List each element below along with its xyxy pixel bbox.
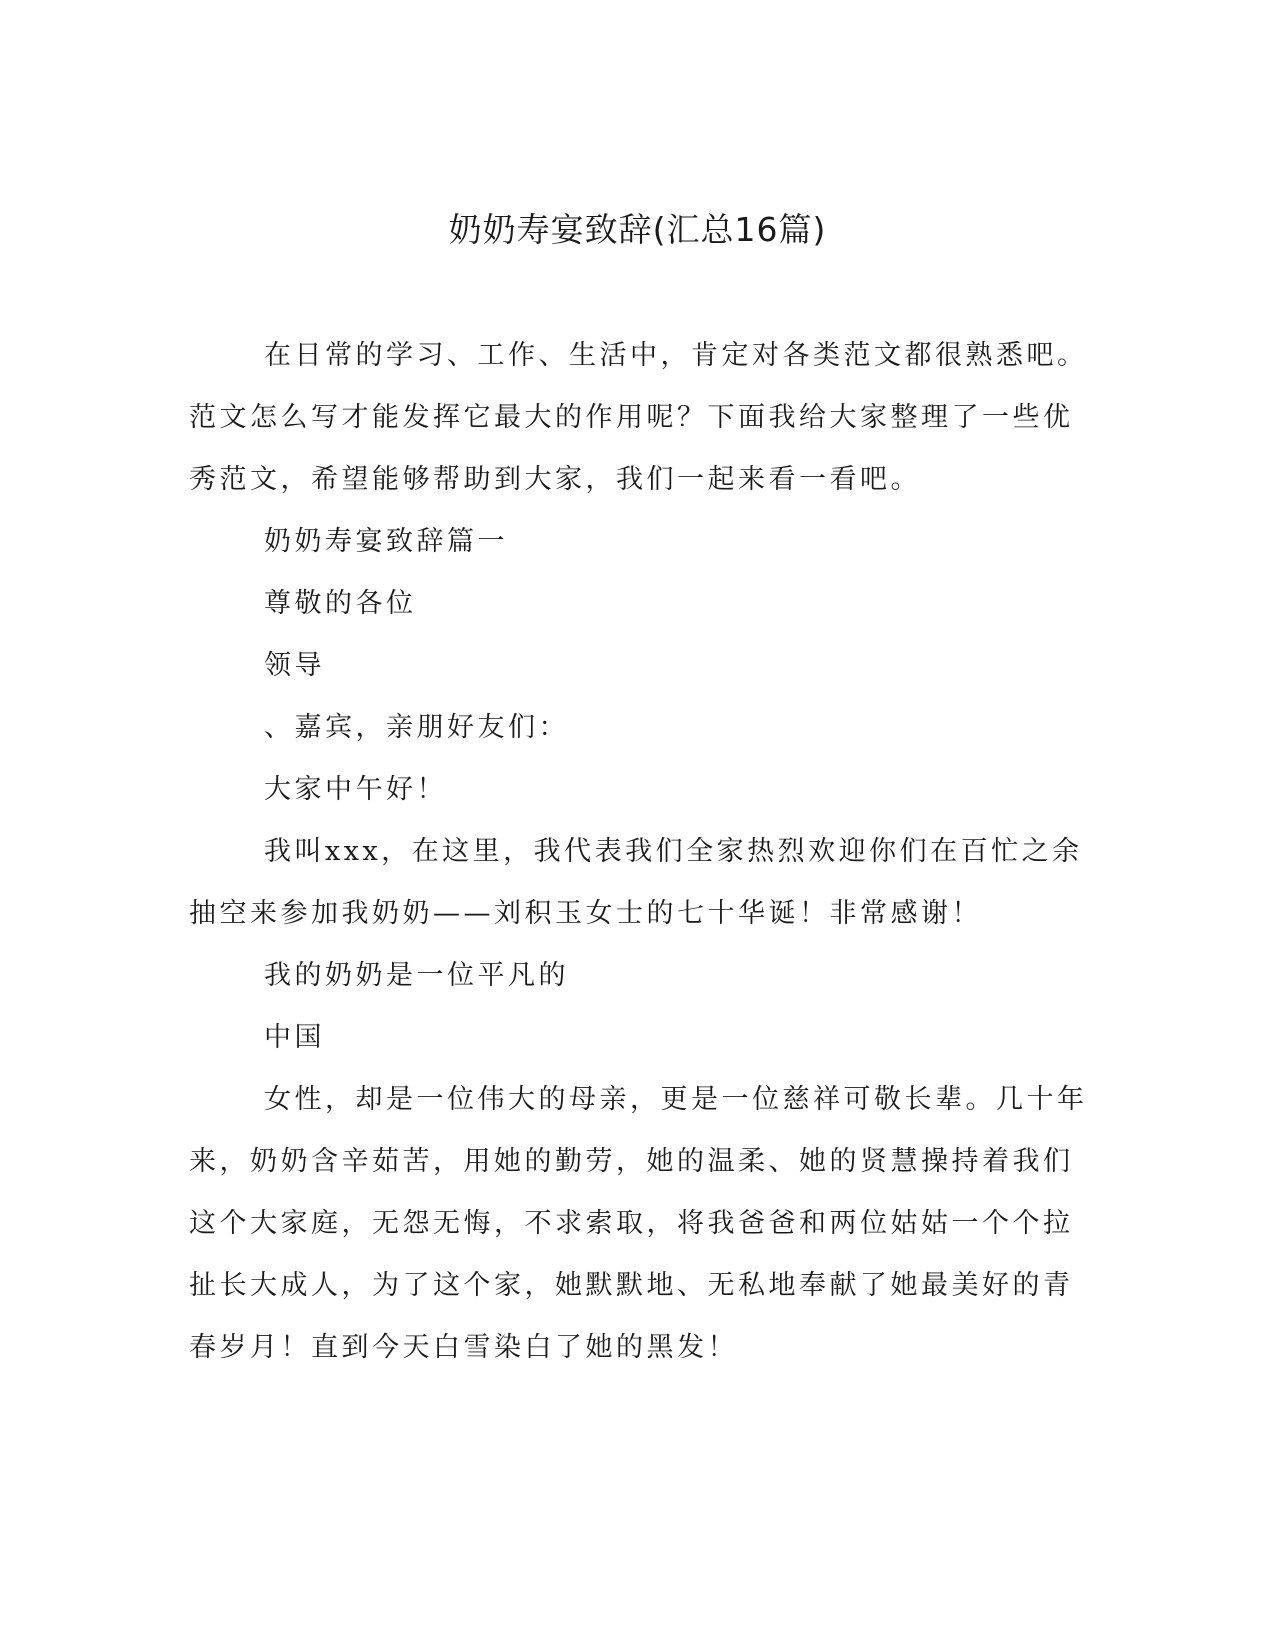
- intro-paragraph: 在日常的学习、工作、生活中，肯定对各类范文都很熟悉吧。范文怎么写才能发挥它最大的作用呢？下面我给大家整理了一些优秀范文，希望能够帮助到大家，我们一起来看一看吧。: [189, 340, 1088, 495]
- document-title: 奶奶寿宴致辞(汇总16篇): [448, 210, 827, 249]
- body-paragraph: 中国: [264, 1022, 325, 1053]
- document-body: [189, 325, 1089, 1379]
- salutation-line: 、嘉宾，亲朋好友们：: [264, 712, 569, 743]
- section-heading: 奶奶寿宴致辞篇一: [264, 526, 508, 557]
- greeting-line: 大家中午好！: [264, 774, 447, 805]
- salutation-line: 尊敬的各位: [264, 588, 417, 619]
- body-paragraph: 我的奶奶是一位平凡的: [264, 960, 569, 991]
- salutation-line: 领导: [264, 650, 325, 681]
- body-paragraph: 我叫xxx，在这里，我代表我们全家热烈欢迎你们在百忙之余抽空来参加我奶奶——刘积玉女士的七十华诞！非常感谢！: [189, 836, 1083, 929]
- body-paragraph: 女性，却是一位伟大的母亲，更是一位慈祥可敬长辈。几十年来，奶奶含辛茹苦，用她的勤劳，她的温柔、她的贤慧操持着我们这个大家庭，无怨无悔，不求索取，将我爸爸和两位姑姑一个个拉扯长大成人，为了这个家，她默默地、无私地奉献了她最美好的青春岁月！直到今天白雪染白了她的黑发！: [189, 1084, 1088, 1363]
